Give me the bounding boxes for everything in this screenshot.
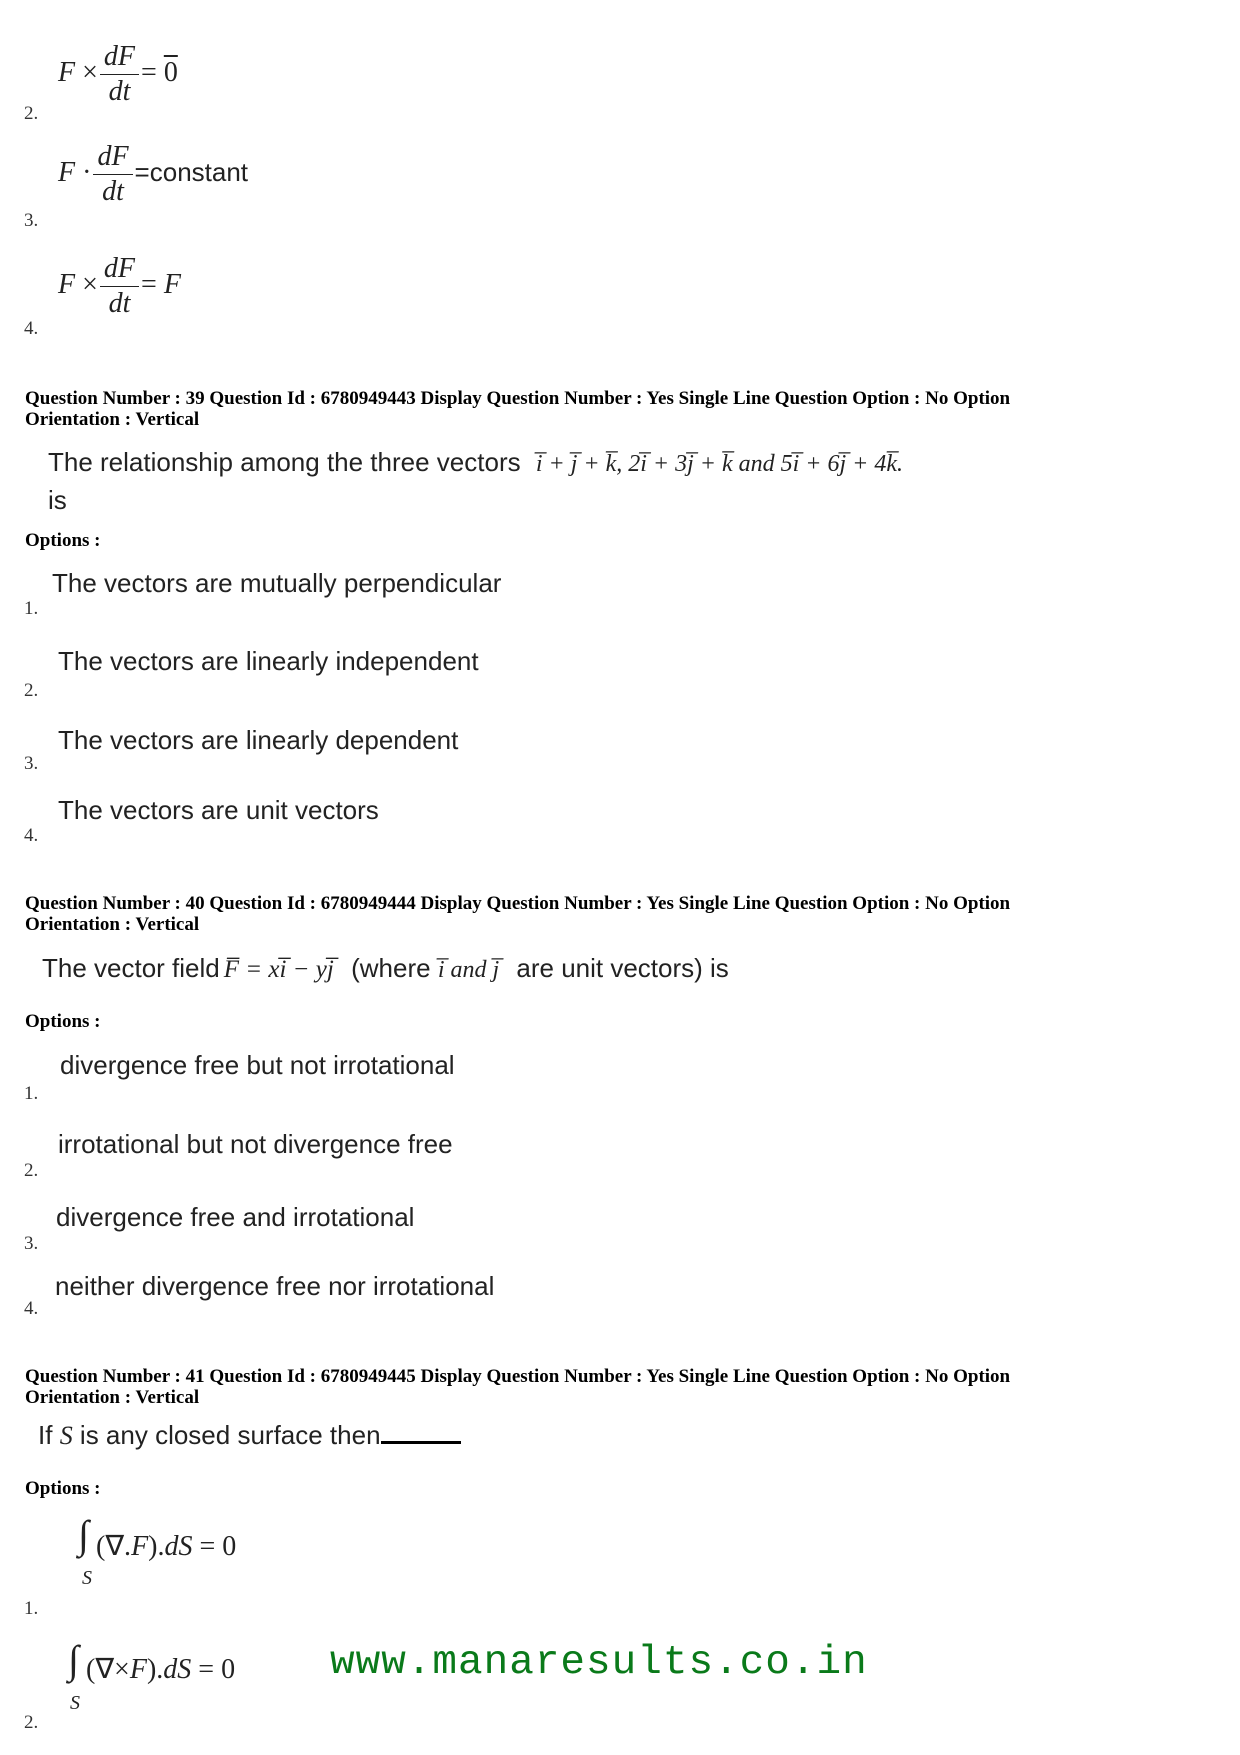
question-39-text-line2: is [48, 485, 67, 515]
option-number: 2. [24, 103, 39, 124]
question-39-header [25, 388, 1215, 430]
option-text: The vectors are linearly independent [58, 646, 479, 676]
question-39-text [48, 447, 903, 478]
option-number: 2. [24, 1160, 39, 1181]
option-text: divergence free and irrotational [56, 1202, 415, 1232]
option-number: 4. [24, 825, 39, 846]
option-number: 4. [24, 318, 39, 339]
option-integral: ∫ (∇×F).dS = 0 S [68, 1637, 236, 1714]
option-number: 1. [24, 1083, 39, 1104]
question-var: S [59, 1421, 73, 1450]
question-40-text [42, 953, 729, 984]
option-number: 3. [24, 1233, 39, 1254]
question-header-line2: Orientation : Vertical [25, 1387, 200, 1408]
option-number: 1. [24, 598, 39, 619]
question-40-header [25, 893, 1215, 935]
question-math-2: i̅ and j̅ [437, 957, 500, 983]
option-number: 4. [24, 1298, 39, 1319]
answer-blank [381, 1441, 461, 1444]
question-text: If [38, 1420, 53, 1450]
question-math: F̅ = xi̅ − yj̅ [223, 956, 334, 983]
option-text: The vectors are unit vectors [58, 795, 379, 825]
prev-option-3-formula: F · $\frac{dF}{dt}$ =constant [58, 141, 249, 207]
option-text: irrotational but not divergence free [58, 1129, 453, 1159]
option-text: neither divergence free nor irrotational [55, 1271, 495, 1301]
option-number: 3. [24, 753, 39, 774]
option-number: 1. [24, 1598, 39, 1619]
integral-subscript: S [70, 1692, 80, 1714]
question-text-suffix: is any closed surface then [79, 1420, 381, 1450]
option-number: 2. [24, 1712, 39, 1733]
question-header-line2: Orientation : Vertical [25, 409, 200, 430]
question-header-line1: Question Number : 40 Question Id : 6780949444 Display Question Number : Yes Single Line Question Option : No Option [25, 893, 1011, 914]
question-text: The vector field [42, 953, 220, 983]
integral-sign-icon: ∫ [78, 1512, 89, 1557]
question-header-line1: Question Number : 39 Question Id : 6780949443 Display Question Number : Yes Single Line Question Option : No Option [25, 388, 1011, 409]
option-text: The vectors are linearly dependent [58, 725, 459, 755]
options-label: Options : [25, 1478, 101, 1499]
question-text-suffix: are unit vectors) is [516, 953, 729, 983]
options-label: Options : [25, 530, 101, 551]
option-text: divergence free but not irrotational [60, 1050, 455, 1080]
integral-sign-icon: ∫ [68, 1637, 79, 1682]
question-41-header [25, 1366, 1215, 1408]
option-integral: ∫ (∇.F).dS = 0 S [78, 1512, 237, 1589]
integral-subscript: S [82, 1567, 92, 1589]
question-header-line1: Question Number : 41 Question Id : 6780949445 Display Question Number : Yes Single Line Question Option : No Option [25, 1366, 1011, 1387]
prev-option-2-formula: F × $\frac{dF}{dt}$ = 0 [58, 41, 178, 107]
question-41-text [38, 1420, 461, 1451]
option-text: The vectors are mutually perpendicular [52, 568, 502, 598]
options-label: Options : [25, 1011, 101, 1032]
prev-option-4-formula: F × $\frac{dF}{dt}$ = F [58, 253, 181, 319]
option-number: 3. [24, 210, 39, 231]
watermark-text: www.manaresults.co.in [330, 1640, 868, 1686]
question-text: The relationship among the three vectors [48, 447, 521, 477]
question-text-mid: (where [351, 953, 431, 983]
option-number: 2. [24, 680, 39, 701]
question-header-line2: Orientation : Vertical [25, 914, 200, 935]
question-math: i̅ + j̅ + k̅, 2i̅ + 3j̅ + k̅ and 5i̅ + 6j̅ + 4k̅. [535, 451, 903, 477]
